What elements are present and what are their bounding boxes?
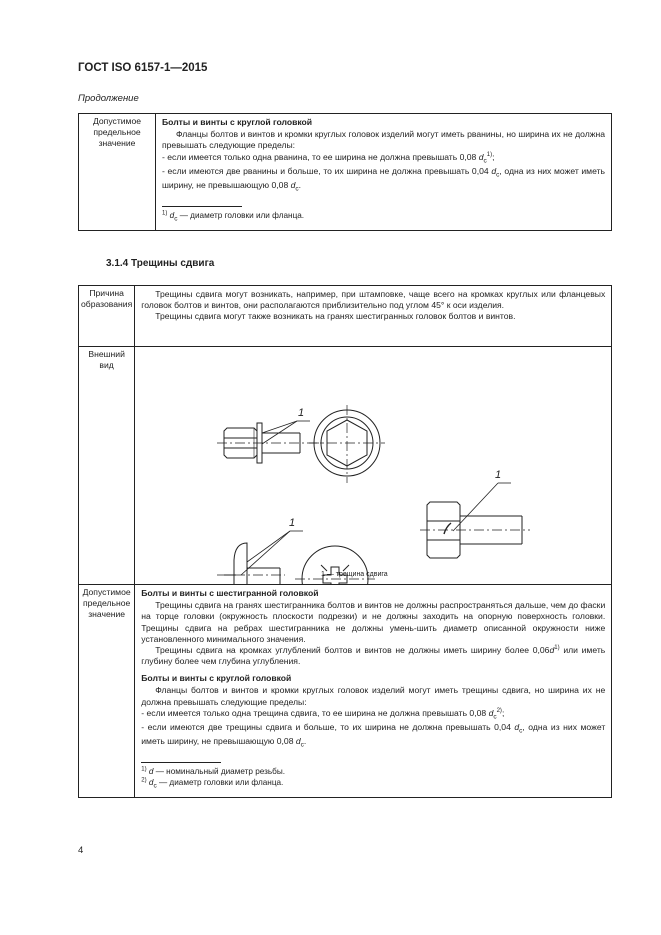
paragraph: Фланцы болтов и винтов и кромки круглых головок изделий могут иметь рванины, но ширина их не должна превышать следующие пределы: (162, 129, 605, 151)
figure-caption: 1 — трещина сдвига (321, 571, 388, 578)
footnote-divider (162, 206, 242, 207)
list-item: - если имеются две трещины сдвига и больше, то их ширина не должна превышать 0,04 $d_c$, одна из них может иметь ширину, не превышающую 0,08 $d_c$. (141, 721, 606, 749)
paragraph: Трещины сдвига на кромках углублений болтов и винтов не должны иметь ширину более $0,06d^{1)}$ или иметь глубину более чем глубина углубления. (141, 644, 606, 667)
label-cell: Допустимое предельное значение (79, 114, 156, 231)
label-cell: Причина образования (79, 286, 135, 347)
continuation-label: Продолжение (78, 93, 139, 104)
paragraph: Фланцы болтов и винтов и кромки круглых головок изделий могут иметь трещины сдвига, но ширина их не должна превышать следующие пределы: (141, 685, 606, 707)
paragraph: Трещины сдвига могут возникать, например, при штамповке, чаще всего на кромках круглых или фланцевых головок болтов и винтов, они располагаются приблизительно под углом 45° к оси изделия. (141, 289, 606, 311)
footnote: $^{2)}$ $d_c$ — диаметр головки или фланца. (141, 777, 284, 790)
text-cell (135, 585, 612, 798)
shear-crack-figure (135, 347, 611, 584)
page-number: 4 (78, 845, 84, 856)
callout-number: 1 (298, 407, 305, 419)
paragraph: Трещины сдвига могут также возникать на гранях шестигранных головок болтов и винтов. (155, 311, 516, 322)
footnote-divider (141, 762, 221, 763)
list-item: - если имеется только одна трещина сдвига, то ее ширина не должна превышать 0,08 $d_c^{2)}$; (141, 707, 505, 721)
text-cell (156, 114, 612, 231)
hex-bolt-side (420, 502, 530, 558)
round-head-screw-side (217, 543, 285, 584)
cross-recess-head-end (295, 546, 375, 584)
figure-cell (135, 347, 612, 585)
label-cell: Допустимое предельное значение (79, 585, 135, 798)
hex-flange-bolt-side (217, 423, 323, 463)
list-item: - если имеется только одна рванина, то ее ширина не должна превышать 0,08 $d_c^{1)}$; (162, 151, 495, 165)
footnote: $^{1)}$ d — номинальный диаметр резьбы. (141, 766, 286, 777)
label-cell: Внешний вид (79, 347, 135, 585)
section-title: 3.1.4 Трещины сдвига (106, 258, 215, 269)
round-head-heading: Болты и винты с круглой головкой (141, 673, 292, 684)
callout-leader (453, 483, 511, 531)
hex-head-heading: Болты и винты с шестигранной головкой (141, 588, 319, 598)
document-header: ГОСТ ISO 6157-1—2015 (78, 62, 208, 74)
text-cell (135, 286, 612, 347)
hex-flange-bolt-end (309, 405, 385, 483)
list-item: - если имеются две рванины и больше, то их ширина не должна превышать 0,04 $d_c$, одна из них может иметь ширину, не превышающую 0,08 $d_c$. (162, 165, 605, 193)
footnote: $^{1)}$ $d_c$ — диаметр головки или фланца. (162, 210, 305, 223)
callout-number: 1 (289, 517, 296, 529)
paragraph: Трещины сдвига на гранях шестигранника болтов и винтов не должны распространяться дальше, чем до фаски на торце головки (окружность плоскости подрезки) и не должны заходить на опорную поверхность головки. Трещины сдвига на ребрах шестигранника не должны умень-шить диаметр описанной окружности ниже установленного минимального значения. (141, 600, 606, 644)
table-continuation (78, 113, 612, 231)
table-shear-cracks (78, 285, 612, 798)
callout-number: 1 (495, 469, 502, 481)
round-head-heading: Болты и винты с круглой головкой (162, 117, 313, 127)
